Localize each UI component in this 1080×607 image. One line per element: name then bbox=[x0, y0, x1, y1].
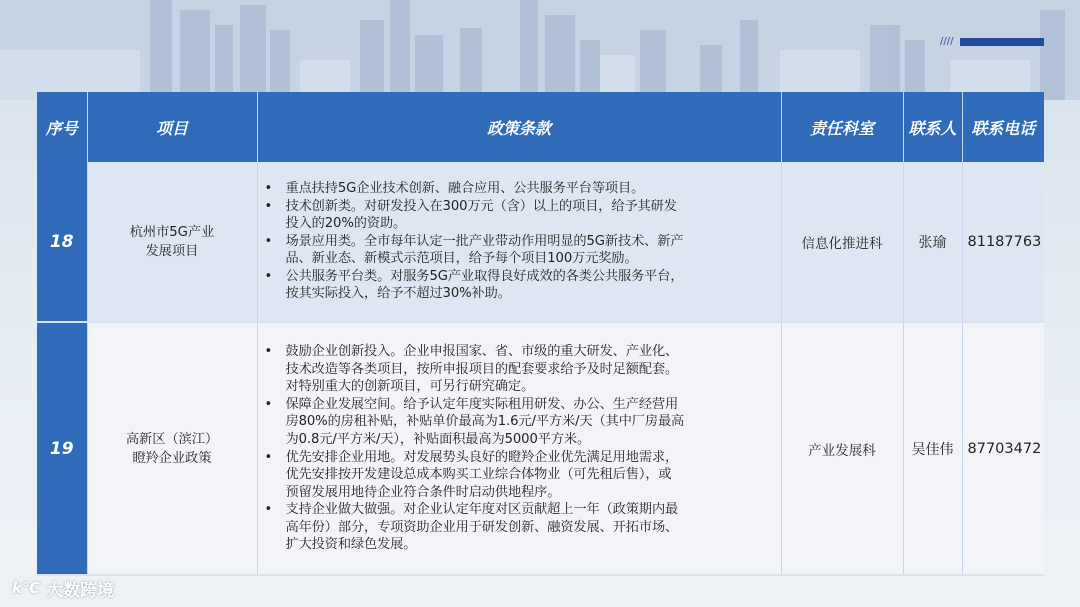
policy-item bbox=[286, 180, 773, 198]
policy-line: • 优先安排企业用地。对发展势头良好的瞪羚企业优先满足用地需求， bbox=[285, 449, 679, 465]
row-number: 19 bbox=[37, 322, 87, 575]
policy-cell bbox=[257, 322, 781, 575]
watermark-logo: k℃ bbox=[12, 579, 41, 597]
column-header-contact: 联系人 bbox=[903, 92, 962, 162]
row-number: 18 bbox=[37, 162, 87, 322]
policy-item bbox=[286, 449, 773, 502]
project-name-line: 高新区（滨江） bbox=[125, 431, 219, 447]
city-skyline-background bbox=[0, 0, 1080, 100]
policy-line: 高年份）部分，专项资助企业用于研发创新、融资发展、开拓市场、 bbox=[285, 519, 679, 535]
column-header-office: 责任科室 bbox=[781, 92, 903, 162]
decorative-accent-bar bbox=[960, 38, 1044, 46]
column-header-project: 项目 bbox=[87, 92, 257, 162]
policy-item bbox=[286, 233, 773, 268]
table-row bbox=[37, 162, 1044, 322]
responsible-office: 信息化推进科 bbox=[781, 162, 903, 322]
policy-cell bbox=[257, 162, 781, 322]
policy-line: 房80%的房租补贴，补贴单价最高为1.6元/平方米/天（其中厂房最高 bbox=[285, 414, 685, 430]
policy-list bbox=[258, 343, 781, 554]
policy-line: 投入的20%的资助。 bbox=[285, 216, 407, 232]
policy-line: 品、新业态、新模式示范项目，给予每个项目100万元奖励。 bbox=[285, 251, 638, 267]
policy-line: 技术改造等各类项目，按所申报项目的配套要求给予及时足额配套。 bbox=[285, 361, 679, 377]
policy-line: • 重点扶持5G企业技术创新、融合应用、公共服务平台等项目。 bbox=[285, 180, 645, 196]
responsible-office: 产业发展科 bbox=[781, 322, 903, 575]
project-name-line: 杭州市5G产业 bbox=[129, 224, 215, 240]
policy-item bbox=[286, 501, 773, 554]
table-row bbox=[37, 322, 1044, 575]
column-header-policy: 政策条款 bbox=[257, 92, 781, 162]
contact-person: 张瑜 bbox=[903, 162, 962, 322]
decorative-slashes: //// bbox=[940, 36, 954, 47]
policy-line: • 场景应用类。全市每年认定一批产业带动作用明显的5G新技术、新产 bbox=[285, 233, 684, 249]
policy-line: 为0.8元/平方米/天），补贴面积最高为5000平方米。 bbox=[285, 431, 591, 447]
policy-item bbox=[286, 343, 773, 396]
policy-line: 优先安排按开发建设总成本购买工业综合体物业（可先租后售），或 bbox=[285, 467, 672, 483]
column-header-number: 序号 bbox=[37, 92, 87, 162]
policy-line: • 鼓励企业创新投入。企业申报国家、省、市级的重大研发、产业化、 bbox=[285, 343, 679, 359]
contact-phone: 81187763 bbox=[962, 162, 1044, 322]
project-name-line: 发展项目 bbox=[145, 243, 199, 259]
policy-item bbox=[286, 268, 773, 303]
column-header-phone: 联系电话 bbox=[962, 92, 1044, 162]
contact-phone: 87703472 bbox=[962, 322, 1044, 575]
policy-line: 对特别重大的创新项目，可另行研究确定。 bbox=[285, 379, 535, 395]
policy-line: 按其实际投入，给予不超过30%补助。 bbox=[285, 286, 511, 302]
table-header-row bbox=[37, 92, 1044, 162]
policy-line: 扩大投资和绿色发展。 bbox=[285, 537, 417, 553]
watermark bbox=[12, 574, 114, 602]
policy-line: 预留发展用地待企业符合条件时启动供地程序。 bbox=[285, 484, 561, 500]
policy-line: • 技术创新类。对研发投入在300万元（含）以上的项目，给予其研发 bbox=[285, 198, 677, 214]
policy-item bbox=[286, 396, 773, 449]
project-name-line: 瞪羚企业政策 bbox=[132, 450, 212, 466]
policy-line: • 公共服务平台类。对服务5G产业取得良好成效的各类公共服务平台， bbox=[285, 268, 684, 284]
watermark-text: 大数跨境 bbox=[46, 580, 115, 601]
project-name bbox=[87, 162, 257, 322]
project-name bbox=[87, 322, 257, 575]
policy-table bbox=[37, 92, 1044, 576]
policy-list bbox=[258, 180, 781, 303]
policy-item bbox=[286, 198, 773, 233]
policy-line: • 保障企业发展空间。给予认定年度实际租用研发、办公、生产经营用 bbox=[285, 396, 679, 412]
contact-person: 吴佳伟 bbox=[903, 322, 962, 575]
policy-line: • 支持企业做大做强。对企业认定年度对区贡献超上一年（政策期内最 bbox=[285, 502, 679, 518]
